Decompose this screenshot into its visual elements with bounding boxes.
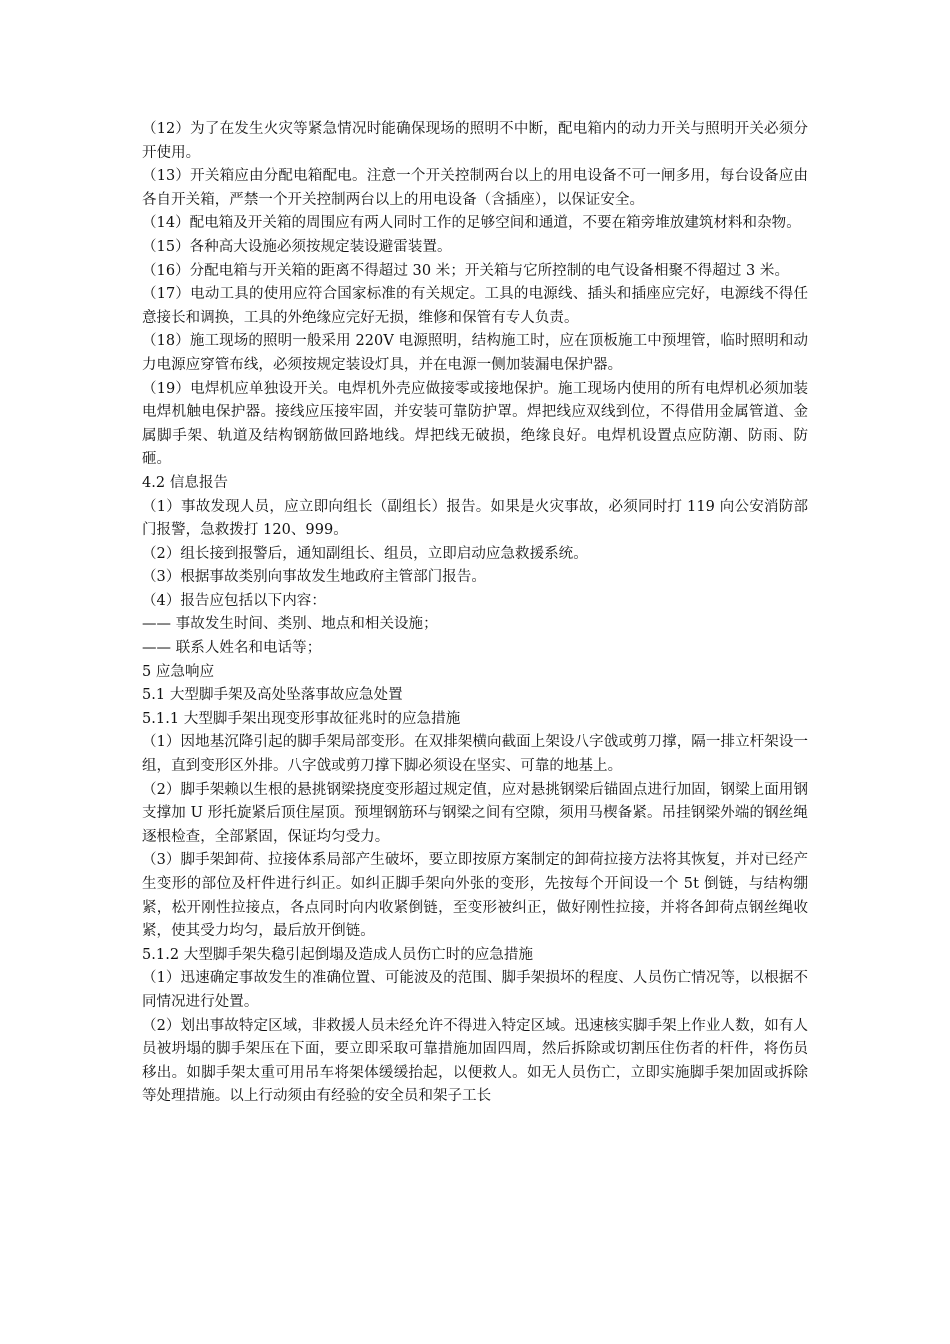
measure-item-3: （3）脚手架卸荷、拉接体系局部产生破坏，要立即按原方案制定的卸荷拉接方法将其恢复，并对已经产生变形的部位及杆件进行纠正。如纠正脚手架向外张的变形，先按每个开间设一个 5t 倒链，与结构绷紧，松开刚性拉接点，各点同时向内收紧倒链，至变形被纠正，做好刚性拉接，并将各卸荷点钢丝绳收紧，使其受力均匀，最后放开倒链。 bbox=[142, 852, 808, 940]
paragraph-item-18: （18）施工现场的照明一般采用 220V 电源照明，结构施工时，应在顶板施工中预埋管，临时照明和动力电源应穿管布线，必须按规定装设灯具，并在电源一侧加装漏电保护器。 bbox=[142, 333, 808, 373]
collapse-measure-item-1: （1）迅速确定事故发生的准确位置、可能波及的范围、脚手架损坏的程度、人员伤亡情况等，以根据不同情况进行处置。 bbox=[142, 970, 808, 1010]
report-item-1: （1）事故发现人员，应立即向组长（副组长）报告。如果是火灾事故，必须同时打 119 向公安消防部门报警，急救拨打 120、999。 bbox=[142, 498, 808, 539]
section-heading-5-1-1: 5.1.1 大型脚手架出现变形事故征兆时的应急措施 bbox=[142, 710, 461, 727]
paragraph-item-14: （14）配电箱及开关箱的周围应有两人同时工作的足够空间和通道，不要在箱旁堆放建筑材料和杂物。 bbox=[142, 215, 801, 232]
report-content-dash-2: —— 联系人姓名和电话等； bbox=[142, 640, 322, 657]
paragraph-item-17: （17）电动工具的使用应符合国家标准的有关规定。工具的电源线、插头和插座应完好，电源线不得任意接长和调换，工具的外绝缘应完好无损，维修和保管有专人负责。 bbox=[142, 286, 808, 326]
section-heading-5: 5 应急响应 bbox=[142, 663, 215, 680]
paragraph-item-12: （12）为了在发生火灾等紧急情况时能确保现场的照明不中断，配电箱内的动力开关与照明开关必须分开使用。 bbox=[142, 121, 808, 161]
report-content-dash-1: —— 事故发生时间、类别、地点和相关设施； bbox=[142, 616, 438, 633]
report-item-2: （2）组长接到报警后，通知副组长、组员，立即启动应急救援系统。 bbox=[142, 545, 588, 562]
section-heading-4-2: 4.2 信息报告 bbox=[142, 474, 229, 491]
measure-item-1: （1）因地基沉降引起的脚手架局部变形。在双排架横向截面上架设八字戗或剪刀撑，隔一排立杆架设一组，直到变形区外排。八字戗或剪刀撑下脚必须设在坚实、可靠的地基上。 bbox=[142, 734, 808, 775]
measure-item-2: （2）脚手架赖以生根的悬挑钢梁挠度变形超过规定值，应对悬挑钢梁后锚固点进行加固，钢梁上面用钢支撑加 U 形托旋紧后顶住屋顶。预埋钢筋环与钢梁之间有空隙，须用马楔备紧。吊挂钢梁外端的钢丝绳逐根检查，全部紧固，保证均匀受力。 bbox=[142, 781, 808, 845]
collapse-measure-item-2: （2）划出事故特定区域，非救援人员未经允许不得进入特定区域。迅速核实脚手架上作业人数，如有人员被坍塌的脚手架压在下面，要立即采取可靠措施加固四周，然后拆除或切割压住伤者的杆件，将伤员移出。如脚手架太重可用吊车将架体缓缓抬起，以便救人。如无人员伤亡，立即实施脚手架加固或拆除等处理措施。以上行动须由有经验的安全员和架子工长 bbox=[142, 1017, 808, 1105]
paragraph-item-15: （15）各种高大设施必须按规定装设避雷装置。 bbox=[142, 238, 452, 255]
paragraph-item-13: （13）开关箱应由分配电箱配电。注意一个开关控制两台以上的用电设备不可一闸多用，每台设备应由各自开关箱，严禁一个开关控制两台以上的用电设备（含插座），以保证安全。 bbox=[142, 168, 808, 208]
report-item-3: （3）根据事故类别向事故发生地政府主管部门报告。 bbox=[142, 569, 486, 586]
report-item-4: （4）报告应包括以下内容： bbox=[142, 592, 326, 609]
section-heading-5-1-2: 5.1.2 大型脚手架失稳引起倒塌及造成人员伤亡时的应急措施 bbox=[142, 946, 534, 963]
document-body bbox=[142, 118, 808, 1109]
paragraph-item-16: （16）分配电箱与开关箱的距离不得超过 30 米；开关箱与它所控制的电气设备相聚不得超过 3 米。 bbox=[142, 262, 790, 279]
paragraph-item-19: （19）电焊机应单独设开关。电焊机外壳应做接零或接地保护。施工现场内使用的所有电焊机必须加装电焊机触电保护器。接线应压接牢固，并安装可靠防护罩。焊把线应双线到位，不得借用金属管道、金属脚手架、轨道及结构钢筋做回路地线。焊把线无破损，绝缘良好。电焊机设置点应防潮、防雨、防砸。 bbox=[142, 380, 808, 468]
section-heading-5-1: 5.1 大型脚手架及高处坠落事故应急处置 bbox=[142, 687, 403, 704]
